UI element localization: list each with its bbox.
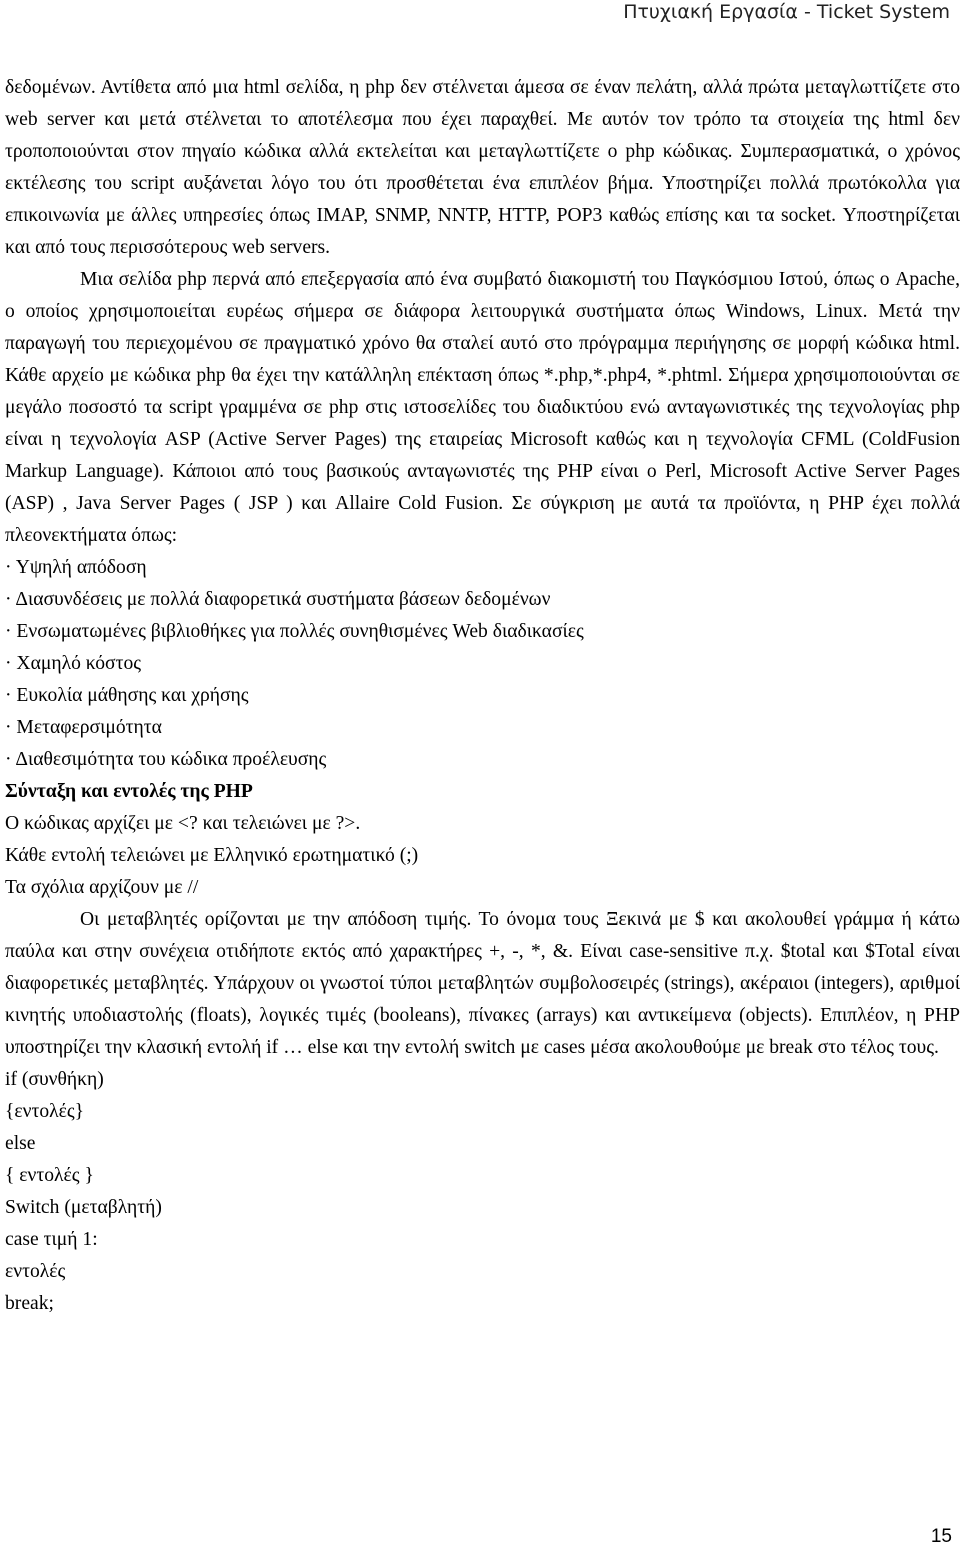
advantages-list xyxy=(5,552,960,776)
section-heading: Σύνταξη και εντολές της PHP xyxy=(5,781,253,802)
code-line: else xyxy=(5,1133,36,1154)
paragraph-php-compilation: δεδομένων. Αντίθετα από μια html σελίδα, η php δεν στέλνεται άμεσα σε έναν πελάτη, αλλά πρώτα μεταγλωττίζετε στο web server και μετά στέλνεται το αποτέλεσμα που έχει παραχθεί. Με αυτόν τον τρόπο τα στοιχεία της html δεν τροποποιούνται στον πηγαίο κώδικα αλλά εκτελείται και μεταγλωττίζετε ο php κώδικας. Συμπερασματικά, ο χρόνος εκτέλεσης του script αυξάνεται λόγο του ότι προσθέτεται ένα επιπλέον βήμα. Υποστηρίζει πολλά πρωτόκολλα για επικοινωνία με άλλες υπηρεσίες όπως IMAP, SNMP, NNTP, HTTP, POP3 καθώς επίσης και τα socket. Υποστηρίζεται και από τους περισσότερους web servers. xyxy=(5,77,960,258)
list-item: · Μεταφερσιμότητα xyxy=(5,717,162,738)
list-item: · Διασυνδέσεις με πολλά διαφορετικά συστήματα βάσεων δεδομένων xyxy=(5,589,551,610)
list-item: · Χαμηλό κόστος xyxy=(5,653,142,674)
paragraph-php-servers: Μια σελίδα php περνά από επεξεργασία από ένα συμβατό διακομιστή του Παγκόσμιου Ιστού, όπως ο Apache, ο οποίος χρησιμοποιείται ευρέως σήμερα σε διάφορα λειτουργικά συστήματα όπως Windows, Linux. Μετά την παραγωγή του περιεχομένου σε πραγματικό χρόνο θα σταλεί αυτό στο πρόγραμμα περιήγησης σε μορφή κώδικα html. Κάθε αρχείο με κώδικα php θα έχει την κατάλληλη επέκταση όπως *.php,*.php4, *.phtml. Σήμερα χρησιμοποιούνται σε μεγάλο ποσοστό τα script γραμμένα σε php στις ιστοσελίδες του διαδικτύου ενώ ανταγωνιστικές της τεχνολογίας php είναι η τεχνολογία ASP (Active Server Pages) της εταιρείας Microsoft καθώς και η τεχνολογία CFML (ColdFusion Markup Language). Κάποιοι από τους βασικούς ανταγωνιστές της PHP είναι ο Perl, Microsoft Active Server Pages (ASP) , Java Server Pages ( JSP ) και Allaire Cold Fusion. Σε σύγκριση με αυτά τα προϊόντα, η PHP έχει πολλά πλεονεκτήματα όπως: xyxy=(5,269,960,546)
code-line: case τιμή 1: xyxy=(5,1229,98,1250)
code-line: εντολές xyxy=(5,1261,66,1282)
list-item: · Ενσωματωμένες βιβλιοθήκες για πολλές συνηθισμένες Web διαδικασίες xyxy=(5,621,584,642)
code-example xyxy=(5,1064,960,1320)
list-item: · Διαθεσιμότητα του κώδικα προέλευσης xyxy=(5,749,327,770)
document-body xyxy=(5,72,960,1320)
syntax-line: Ο κώδικας αρχίζει με <? και τελειώνει με ?>. xyxy=(5,813,361,834)
code-line: {εντολές} xyxy=(5,1101,85,1122)
code-line: break; xyxy=(5,1293,54,1314)
syntax-line: Τα σχόλια αρχίζουν με // xyxy=(5,877,199,898)
syntax-line: Κάθε εντολή τελειώνει με Ελληνικό ερωτηματικό (;) xyxy=(5,845,419,866)
code-line: if (συνθήκη) xyxy=(5,1069,104,1090)
paragraph-variables: Οι μεταβλητές ορίζονται με την απόδοση τιμής. Το όνομα τους Ξεκινά με $ και ακολουθεί γράμμα ή κάτω παύλα και στην συνέχεια οτιδήποτε εκτός από χαρακτήρες +, -, *, &. Είναι case-sensitive π.χ. $total και $Total είναι διαφορετικές μεταβλητές. Υπάρχουν οι γνωστοί τύποι μεταβλητών συμβολοσειρές (strings), ακέραιοι (integers), αριθμοί κινητής υποδιαστολής (floats), λογικές τιμές (booleans), πίνακες (arrays) και αντικείμενα (objects). Επιπλέον, η PHP υποστηρίζει την κλασική εντολή if … else και την εντολή switch με cases μέσα ακολουθούμε με break στο τέλος τους. xyxy=(5,909,960,1058)
list-item: · Υψηλή απόδοση xyxy=(5,557,147,578)
page-number: 15 xyxy=(930,1526,952,1547)
code-line: { εντολές } xyxy=(5,1165,94,1186)
list-item: · Ευκολία μάθησης και χρήσης xyxy=(5,685,249,706)
page-header-title: Πτυχιακή Εργασία - Ticket System xyxy=(623,1,950,23)
code-line: Switch (μεταβλητή) xyxy=(5,1197,162,1218)
